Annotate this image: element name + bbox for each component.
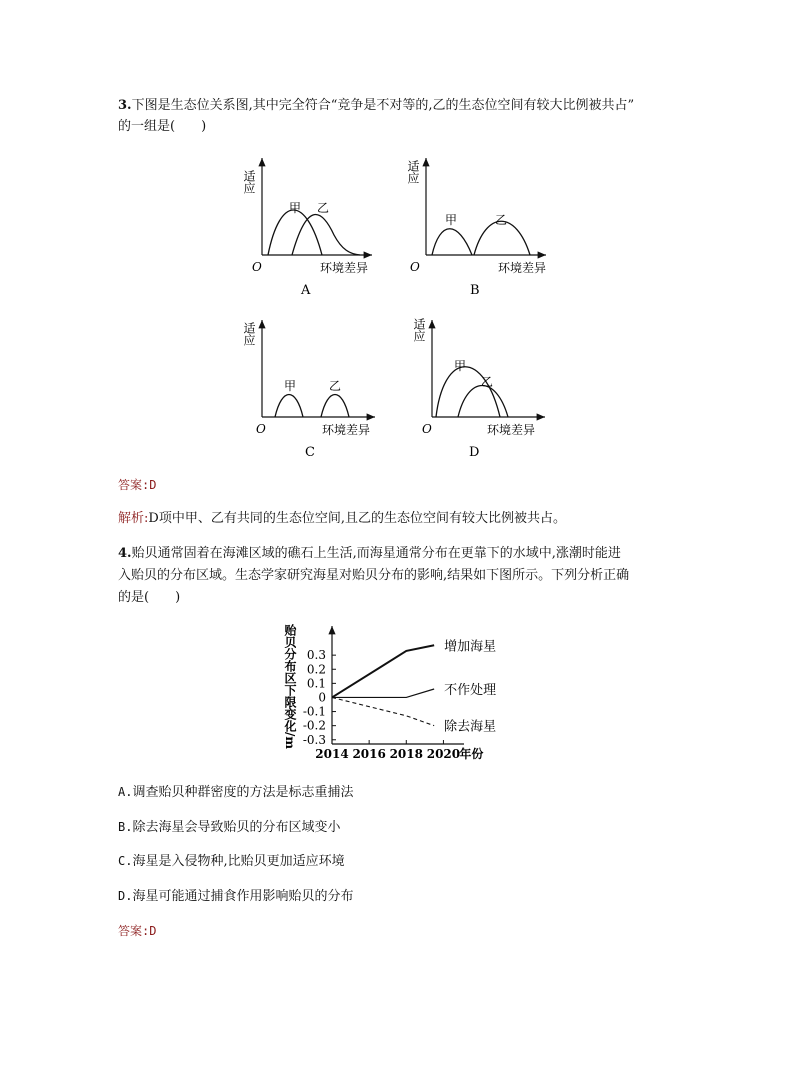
panel-a-label-jia: 甲 [289, 201, 302, 215]
chart-y-tick-label: 0 [318, 690, 326, 705]
q4-option-a[interactable] [118, 783, 353, 802]
panel-c-label-yi: 乙 [329, 379, 342, 393]
chart-legend-label: 除去海星 [444, 719, 497, 735]
panel-a-xlabel: 环境差异 [320, 261, 369, 275]
chart-series-line [332, 697, 434, 725]
q4-stem-text-1: 贻贝通常固着在海滩区域的礁石上生活,而海星通常分布在更靠下的水域中,涨潮时能进 [131, 546, 621, 561]
panel-c-origin: O [256, 422, 266, 436]
q3-stem-text-1: 下图是生态位关系图,其中完全符合“竞争是不对等的,乙的生态位空间有较大比例被共占” [131, 98, 635, 113]
mussel-chart [0, 622, 794, 772]
panel-c [242, 320, 375, 460]
q3-answer-value: D [149, 478, 157, 492]
panel-d [412, 318, 545, 460]
q4-option-b[interactable] [118, 818, 340, 837]
panel-b-name: B [470, 283, 480, 298]
chart-x-tick-label: 2016 [352, 747, 386, 761]
chart-legend-label: 增加海星 [444, 639, 497, 655]
panel-c-xlabel: 环境差异 [322, 423, 371, 437]
panel-d-label-jia: 甲 [454, 359, 467, 373]
panel-a-curve-yi [292, 215, 360, 255]
niche-diagrams [0, 150, 794, 470]
panel-b-xlabel: 环境差异 [498, 261, 547, 275]
q4-option-b-text: 除去海星会导致贻贝的分布区域变小 [132, 820, 341, 835]
panel-b [406, 158, 546, 298]
q4-option-b-key: B. [118, 820, 133, 834]
panel-a-name: A [301, 283, 311, 298]
panel-c-ylabel: 适应 [242, 322, 256, 346]
q4-option-a-key: A. [118, 785, 133, 799]
chart-x-tick-label: 2020 [426, 747, 461, 761]
panel-d-origin: O [422, 422, 432, 436]
q4-stem-line3: 的是( ) [118, 590, 181, 605]
panel-d-label-yi: 乙 [481, 375, 494, 389]
q4-option-a-text: 调查贻贝种群密度的方法是标志重捕法 [132, 785, 354, 800]
q4-option-d[interactable] [118, 887, 353, 906]
q3-answer [118, 476, 156, 494]
panel-b-origin: O [410, 260, 420, 274]
chart-y-tick-label: -0.3 [302, 732, 326, 747]
panel-b-curve-jia [432, 229, 472, 255]
panel-c-label-jia: 甲 [284, 379, 297, 393]
q3-answer-label: 答案: [118, 478, 150, 492]
chart-y-tick-label: 0.2 [306, 662, 326, 677]
q4-option-d-text: 海星可能通过捕食作用影响贻贝的分布 [132, 889, 354, 904]
q3-stem-line1 [118, 97, 634, 115]
panel-b-label-jia: 甲 [445, 213, 458, 227]
chart-y-tick-label: 0.1 [306, 676, 326, 691]
q3-explanation [118, 510, 566, 528]
panel-a-origin: O [252, 260, 262, 274]
panel-c-name: C [305, 445, 315, 460]
chart-y-tick-label: -0.1 [302, 704, 326, 719]
q4-option-c[interactable] [118, 852, 345, 871]
panel-c-curve-yi [321, 395, 349, 418]
q3-number: 3. [118, 98, 132, 113]
q4-option-c-text: 海星是入侵物种,比贻贝更加适应环境 [132, 854, 345, 869]
chart-xlabel: 年份 [459, 747, 484, 761]
panel-a-label-yi: 乙 [317, 201, 330, 215]
q3-stem-line2: 的一组是( ) [118, 119, 207, 134]
chart-y-tick-label: 0.3 [306, 648, 326, 663]
panel-c-curve-jia [275, 395, 303, 418]
q4-answer-value: D [149, 924, 157, 938]
q4-number: 4. [118, 546, 132, 561]
panel-a-curve-jia [268, 210, 322, 255]
panel-a [242, 158, 372, 298]
panel-d-name: D [469, 445, 480, 460]
q4-option-c-key: C. [118, 854, 133, 868]
chart-legend-label: 不作处理 [444, 683, 497, 698]
q4-answer-label: 答案: [118, 924, 150, 938]
panel-a-ylabel: 适应 [242, 170, 256, 194]
q3-explain-label: 解析: [118, 511, 149, 526]
q4-answer [118, 922, 156, 940]
q3-explain-text: D项中甲、乙有共同的生态位空间,且乙的生态位空间有较大比例被共占。 [148, 511, 566, 526]
chart-ylabel: 贻贝分布区下限变化/m [283, 624, 297, 750]
panel-b-label-yi: 乙 [495, 213, 508, 227]
chart-x-tick-label: 2014 [315, 747, 349, 761]
q4-stem-line1 [118, 545, 621, 563]
panel-b-ylabel: 适应 [406, 160, 420, 184]
panel-d-ylabel: 适应 [412, 318, 426, 342]
chart-series-line [332, 689, 434, 697]
panel-d-xlabel: 环境差异 [487, 423, 536, 437]
q4-stem-line2: 入贻贝的分布区域。生态学家研究海星对贻贝分布的影响,结果如下图所示。下列分析正确 [118, 568, 630, 583]
panel-d-curve-yi [458, 386, 508, 418]
chart-x-tick-label: 2018 [389, 747, 423, 761]
q4-option-d-key: D. [118, 889, 133, 903]
chart-y-tick-label: -0.2 [302, 718, 326, 733]
chart-series-line [332, 645, 434, 697]
